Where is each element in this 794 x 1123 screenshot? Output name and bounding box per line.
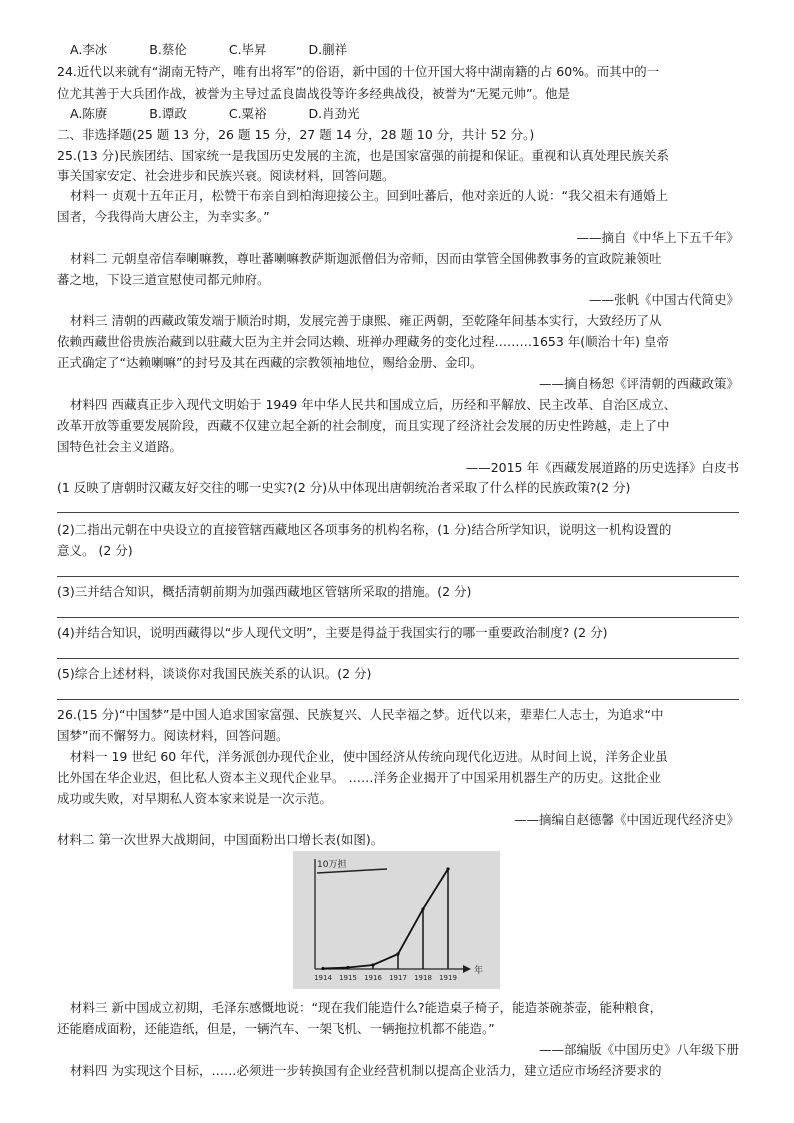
q23-options xyxy=(70,40,760,60)
q26-material1-line1: 材料一 19 世纪 60 年代，洋务派创办现代企业，使中国经济从传统向现代化迈进。从时间上说，洋务企业虽 xyxy=(70,749,668,764)
chart-point-1915 xyxy=(346,966,349,969)
answer-line-3[interactable] xyxy=(57,617,739,618)
answer-line-2[interactable] xyxy=(57,576,739,577)
q25-material2-line1: 材料二 元朝皇帝信奉喇嘛教，尊吐蕃喇嘛教萨斯迦派僧侣为帝师，因而由掌管全国佛教事务的宣政院兼领吐 xyxy=(70,251,662,266)
chart-point-1917 xyxy=(396,952,399,955)
answer-line-4[interactable] xyxy=(57,658,739,659)
q25-material4-line3: 国特色社会主义道路。 xyxy=(57,439,183,454)
chart-svg xyxy=(293,851,500,989)
chart-point-1918 xyxy=(421,907,424,910)
answer-line-5[interactable] xyxy=(57,699,739,700)
q25-subquestion-2-line2: 意义。 (2 分) xyxy=(57,543,133,558)
chart-series-line xyxy=(323,869,448,969)
q25-subquestion-4: (4)并结合知识，说明西藏得以“步人现代文明”，主要是得益于我国实行的哪一重要政治制度? (2 分) xyxy=(57,625,608,640)
chart-x-tick-1917: 1917 xyxy=(389,974,407,982)
q25-material3-line2: 依赖西藏世俗贵族治藏到以驻藏大臣为主并会同达赖、班禅办理藏务的变化过程………1653 年(顺治十年) 皇帝 xyxy=(57,334,670,349)
chart-x-tick-1918: 1918 xyxy=(414,974,432,982)
chart-x-axis-arrow xyxy=(463,965,471,973)
q25-material4-line2: 改革开放等重要发展阶段，西藏不仅建立起全新的社会制度，而且实现了经济社会发展的历史性跨越，走上了中 xyxy=(57,418,670,433)
chart-x-tick-1915: 1915 xyxy=(339,974,357,982)
flour-export-chart xyxy=(293,851,500,989)
q26-material3-line2: 还能磨成面粉，还能造纸，但是，一辆汽车、一架飞机、一辆拖拉机都不能造。” xyxy=(57,1021,495,1036)
q25-subquestion-2-line1: (2)二指出元朝在中央设立的直接管辖西藏地区各项事务的机构名称，(1 分)结合所学知识，说明这一机构设置的 xyxy=(57,522,672,537)
q25-material3-line1: 材料三 清朝的西藏政策发端于顺治时期，发展完善于康熙、雍正两朝，至乾隆年间基本实行，大致经历了从 xyxy=(70,313,662,328)
q25-stem-line1: 25.(13 分)民族团结、国家统一是我国历史发展的主流，也是国家富强的前提和保证。重视和认真处理民族关系 xyxy=(57,148,670,163)
q25-material4-source: ——2015 年《西藏发展道路的历史选择》白皮书 xyxy=(465,460,739,475)
chart-point-1914 xyxy=(321,967,324,970)
q26-material3-line1: 材料三 新中国成立初期，毛泽东感慨地说：“现在我们能造什么?能造桌子椅子，能造茶碗茶壶，能种粮食， xyxy=(70,1000,663,1015)
q25-material3-source: ——摘自杨恕《评清朝的西藏政策》 xyxy=(538,376,739,391)
q23-option-c[interactable]: C.毕昇 xyxy=(228,42,267,57)
q25-subquestion-1: (1 反映了唐朝时汉藏友好交往的哪一史实?(2 分)从中体现出唐朝统治者采取了什么样的民族政策?(2 分) xyxy=(57,480,631,495)
chart-y-label: 10万担 xyxy=(317,860,347,870)
q25-material1-line2: 国者，今我得尚大唐公主，为幸实多。” xyxy=(57,209,270,224)
q26-material4-line1: 材料四 为实现这个目标，……必须进一步转换国有企业经营机制以提高企业活力，建立适应市场经济要求的 xyxy=(70,1063,662,1078)
answer-line-1[interactable] xyxy=(57,512,739,513)
q26-material1-source: ——摘编自赵德馨《中国近现代经济史》 xyxy=(513,812,739,827)
q23-option-b[interactable]: B.蔡伦 xyxy=(149,42,187,57)
q24-stem-line2: 位尤其善于大兵团作战，被誉为主导过孟良崮战役等许多经典战役，被誉为“无冕元帅”。他是 xyxy=(57,86,570,101)
q25-material1-source: ——摘自《中华上下五千年》 xyxy=(576,230,739,245)
chart-x-tick-1916: 1916 xyxy=(364,974,382,982)
q25-material4-line1: 材料四 西藏真正步入现代文明始于 1949 年中华人民共和国成立后，历经和平解放、民主改革、自治区成立、 xyxy=(70,397,677,412)
q25-stem-line2: 事关国家安定、社会进步和民族兴衰。阅读材料，回答问题。 xyxy=(57,168,395,183)
chart-x-label: 年 xyxy=(474,966,484,976)
q24-option-b[interactable]: B.谭政 xyxy=(149,106,187,121)
chart-point-1916 xyxy=(371,963,374,966)
q26-stem-line1: 26.(15 分)“中国梦”是中国人追求国家富强、民族复兴、人民幸福之梦。近代以来，辈辈仁人志士，为追求“中 xyxy=(57,707,664,722)
q25-material2-line2: 蕃之地，下设三道宣慰使司都元帅府。 xyxy=(57,272,270,287)
chart-marks xyxy=(314,867,457,982)
q25-subquestion-5: (5)综合上述材料，谈谈你对我国民族关系的认识。(2 分) xyxy=(57,666,372,681)
q24-option-c[interactable]: C.粟裕 xyxy=(228,106,267,121)
q26-material2: 材料二 第一次世界大战期间，中国面粉出口增长表(如图)。 xyxy=(57,832,384,847)
chart-point-1919 xyxy=(446,867,449,870)
q26-stem-line2: 国梦”而不懈努力。阅读材料，回答问题。 xyxy=(57,728,289,743)
section-title: 二、非选择题(25 题 13 分，26 题 15 分，27 题 14 分，28 题 10 分，共计 52 分。) xyxy=(57,127,535,142)
q26-material3-source: ——部编版《中国历史》八年级下册 xyxy=(538,1042,739,1057)
chart-x-tick-1914: 1914 xyxy=(314,974,332,982)
q26-material1-line2: 比外国在华企业迟，但比私人资本主义现代企业早。 ……洋务企业揭开了中国采用机器生产的历史。这批企业 xyxy=(57,770,661,785)
chart-x-tick-1919: 1919 xyxy=(439,974,457,982)
q24-stem-line1: 24.近代以来就有“湖南无特产，唯有出将军”的俗语，新中国的十位开国大将中湖南籍的占 60%。而其中的一 xyxy=(57,64,660,79)
q24-option-d[interactable]: D.肖劲光 xyxy=(308,106,360,121)
q25-material3-line3: 正式确定了“达赖喇嘛”的封号及其在西藏的宗教领袖地位，赐给金册、金印。 xyxy=(57,355,483,370)
q25-material2-source: ——张帆《中国古代简史》 xyxy=(588,292,739,307)
q24-option-a[interactable]: A.陈赓 xyxy=(70,106,108,121)
q24-options xyxy=(70,104,760,124)
q26-material1-line3: 成功或失败，对早期私人资本家来说是一次示范。 xyxy=(57,791,333,806)
q23-option-d[interactable]: D.蒯祥 xyxy=(308,42,348,57)
q25-material1-line1: 材料一 贞观十五年正月，松赞干布亲自到柏海迎接公主。回到吐蕃后，他对亲近的人说：“我父祖未有通婚上 xyxy=(70,188,668,203)
q25-subquestion-3: (3)三并结合知识，概括清朝前期为加强西藏地区管辖所采取的措施。(2 分) xyxy=(57,584,472,599)
q23-option-a[interactable]: A.李冰 xyxy=(70,42,108,57)
